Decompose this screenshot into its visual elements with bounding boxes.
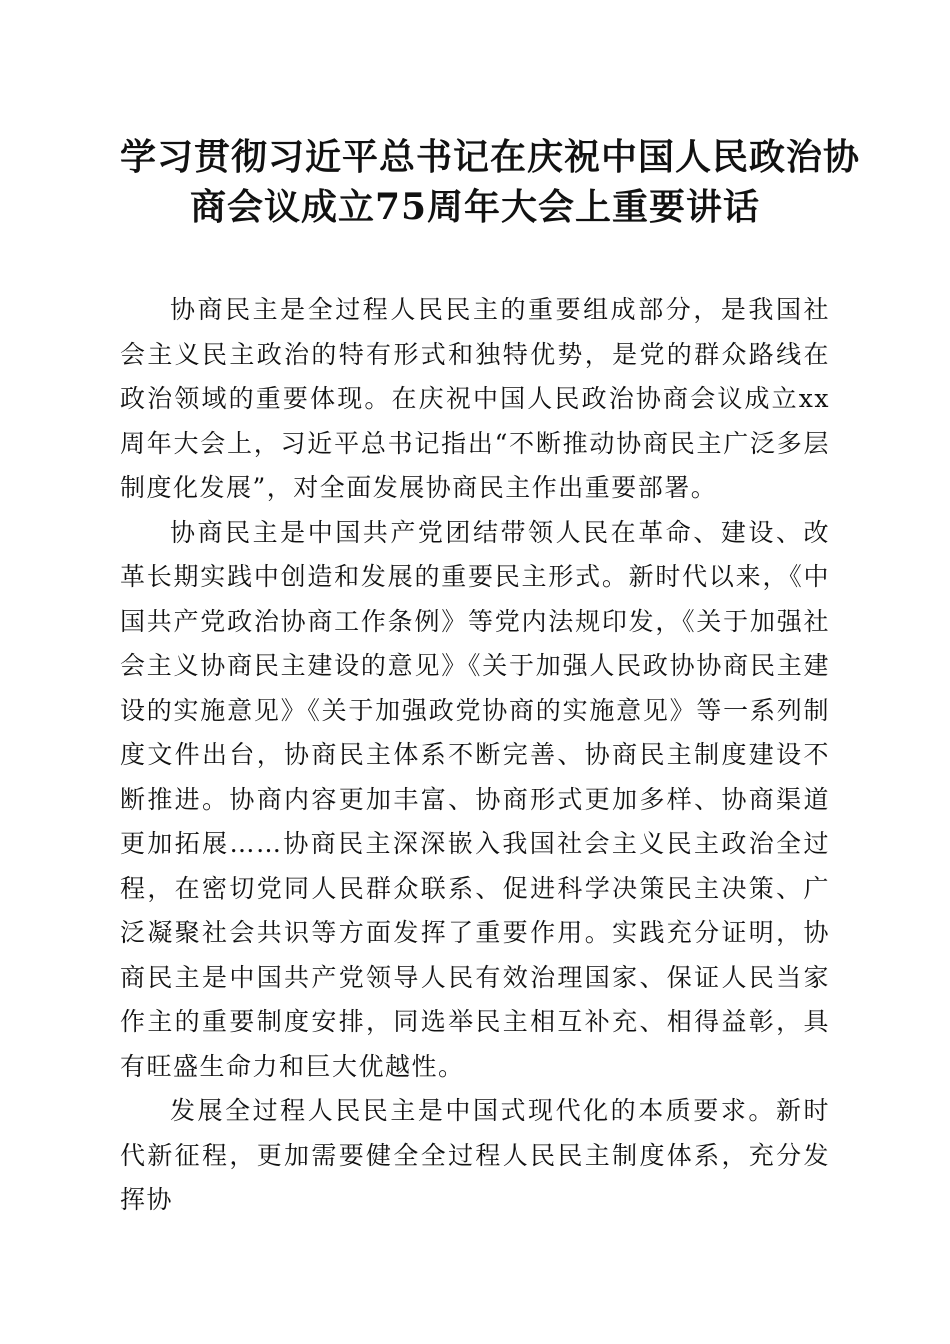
paragraph-1: 协商民主是全过程人民民主的重要组成部分，是我国社会主义民主政治的特有形式和独特优势，是党的群众路线在政治领域的重要体现。在庆祝中国人民政治协商会议成立xx周年大会上，习近平总书记指出“不断推动协商民主广泛多层制度化发展”，对全面发展协商民主作出重要部署。 — [120, 295, 830, 502]
title-line-2: 商会议成立75周年大会上重要讲话 — [189, 186, 761, 228]
paragraph-3: 发展全过程人民民主是中国式现代化的本质要求。新时代新征程，更加需要健全全过程人民民主制度体系，充分发挥协 — [120, 1096, 830, 1214]
document-page — [120, 132, 861, 1223]
document-title — [120, 132, 861, 232]
title-line-1: 学习贯彻习近平总书记在庆祝中国人民政治协 — [120, 136, 861, 178]
document-body — [120, 288, 830, 1223]
paragraph-2: 协商民主是中国共产党团结带领人民在革命、建设、改革长期实践中创造和发展的重要民主形式。新时代以来，《中国共产党政治协商工作条例》等党内法规印发，《关于加强社会主义协商民主建设的意见》《关于加强人民政协协商民主建设的实施意见》《关于加强政党协商的实施意见》等一系列制度文件出台，协商民主体系不断完善、协商民主制度建设不断推进。协商内容更加丰富、协商形式更加多样、协商渠道更加拓展……协商民主深深嵌入我国社会主义民主政治全过程，在密切党同人民群众联系、促进科学决策民主决策、广泛凝聚社会共识等方面发挥了重要作用。实践充分证明，协商民主是中国共产党领导人民有效治理国家、保证人民当家作主的重要制度安排，同选举民主相互补充、相得益彰，具有旺盛生命力和巨大优越性。 — [120, 517, 830, 1081]
